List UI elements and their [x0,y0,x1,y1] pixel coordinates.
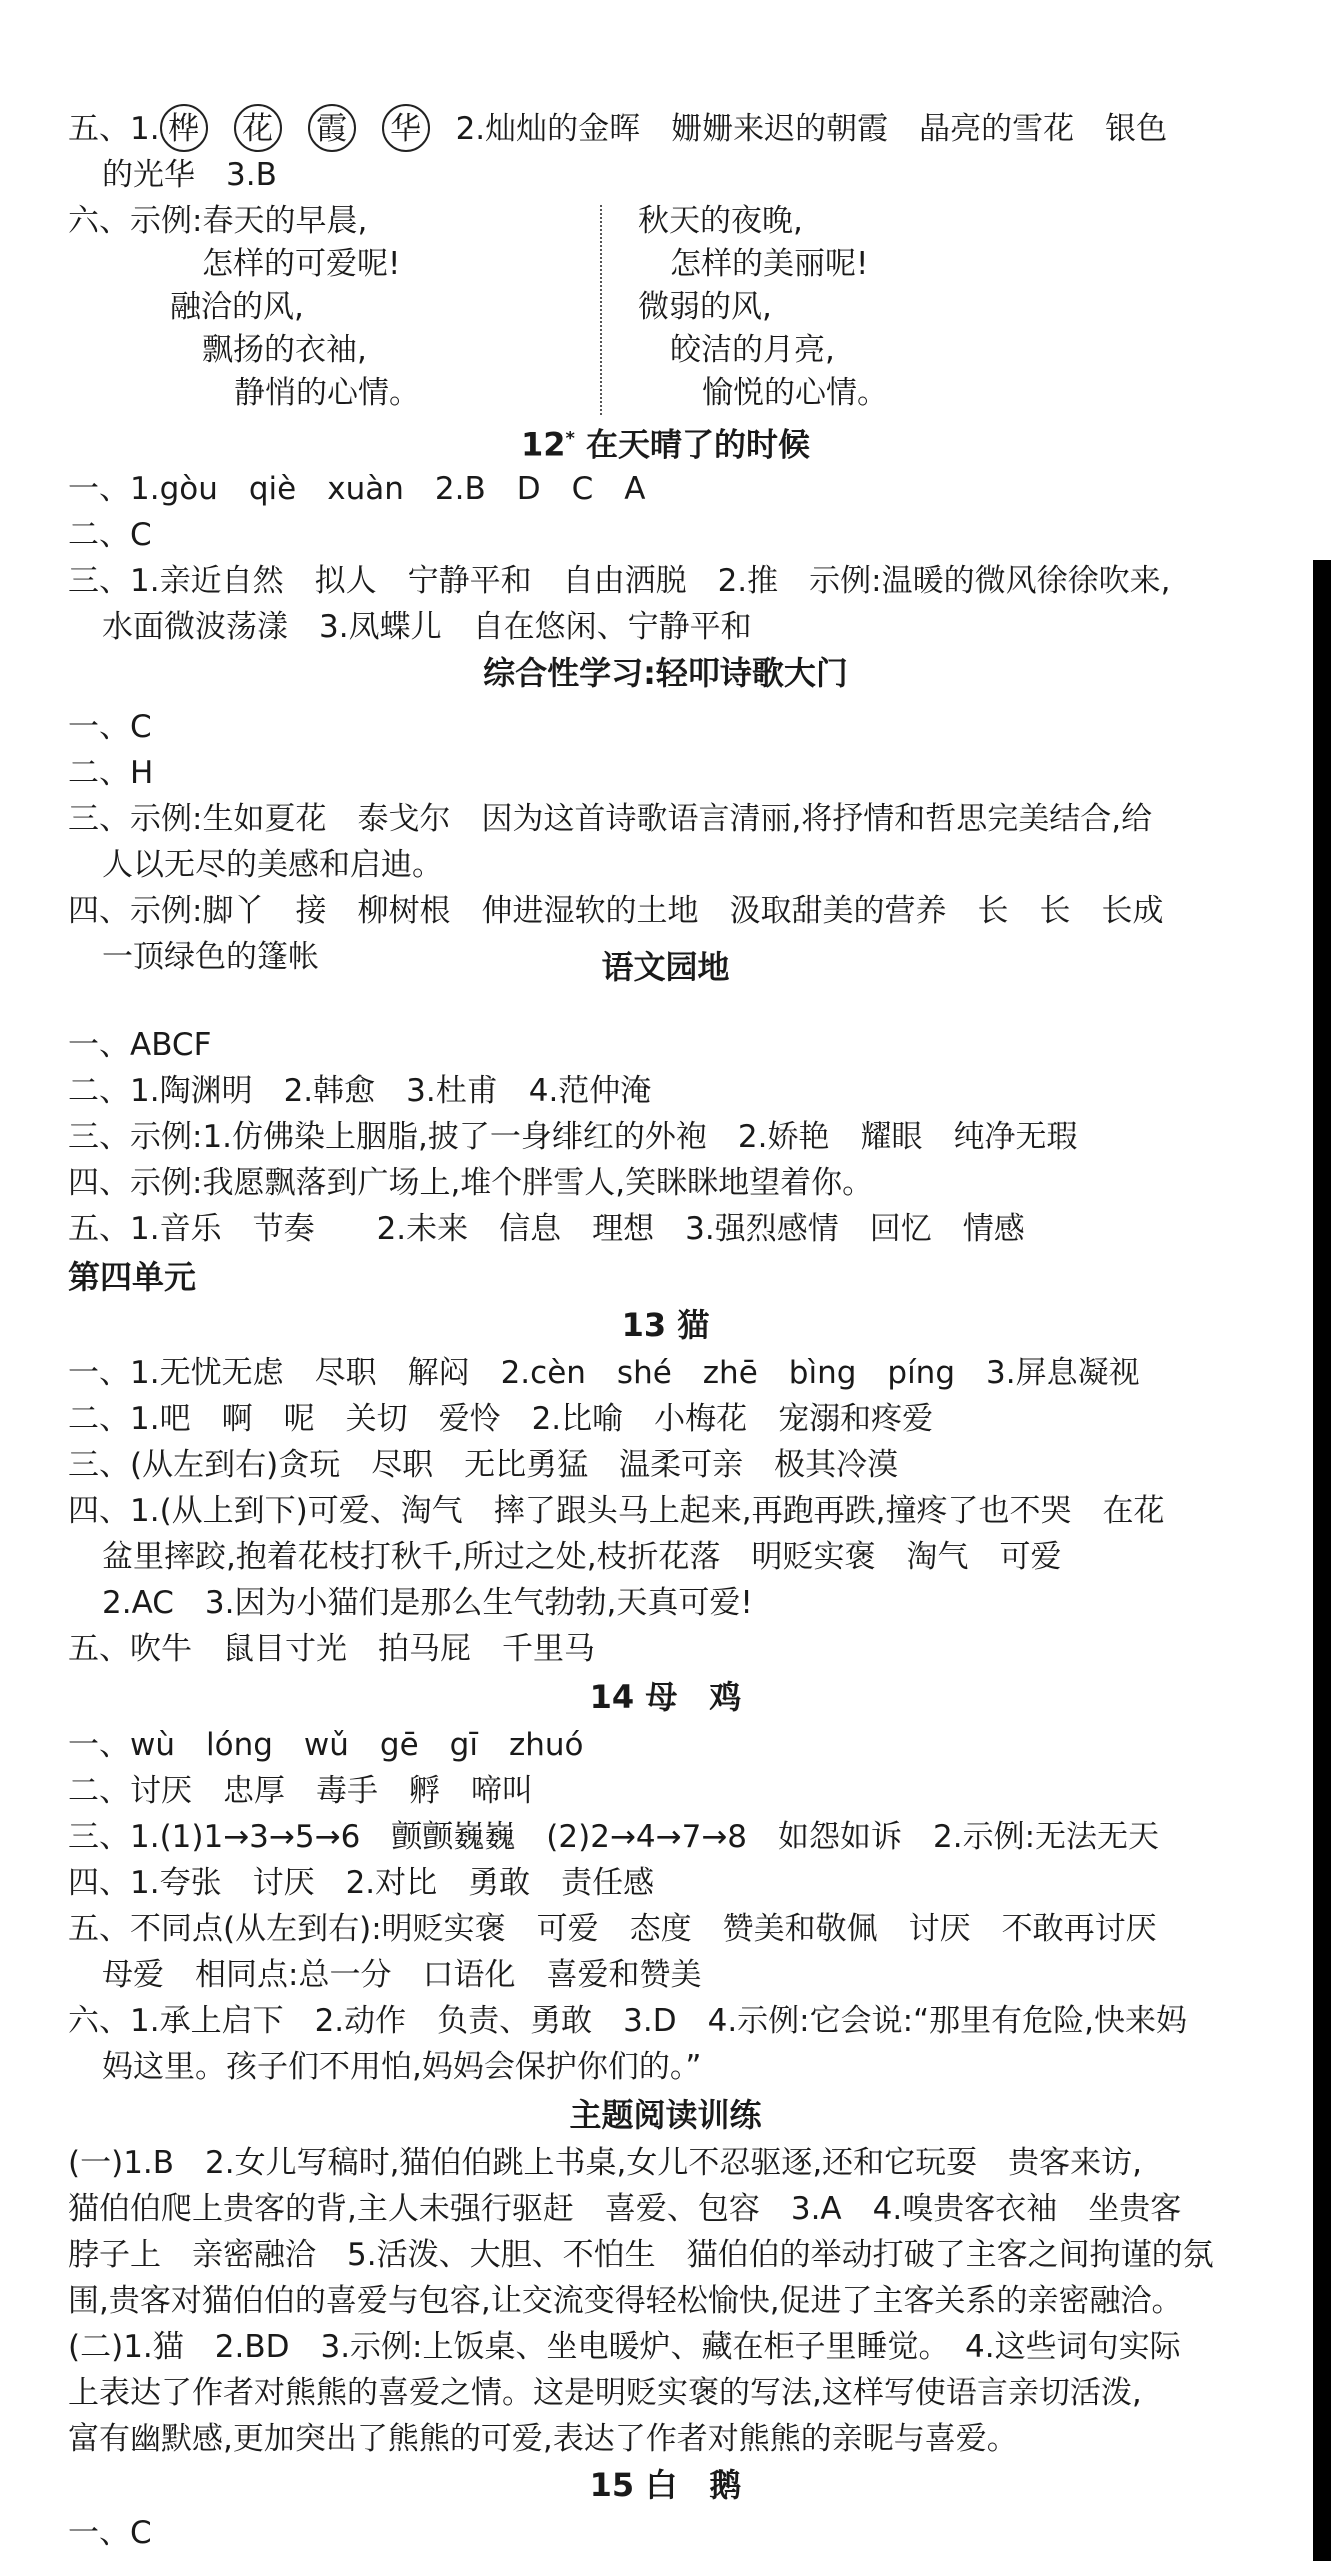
answer-line: 三、1.(1)1→3→5→6 颤颤巍巍 (2)2→4→7→8 如怨如诉 2.示例:无法无天 [68,1819,1160,1855]
answer-line: 四、示例:脚丫 接 柳树根 伸进湿软的土地 汲取甜美的营养 长 长 长成 [68,893,1164,929]
answer-line: 水面微波荡漾 3.凤蝶儿 自在悠闲、宁静平和 [102,609,752,645]
answer-line: 母爱 相同点:总一分 口语化 喜爱和赞美 [102,1957,702,1993]
answer-line: 三、示例:1.仿佛染上胭脂,披了一身绯红的外袍 2.娇艳 耀眼 纯净无瑕 [68,1119,1078,1155]
answer-line: 一、C [68,709,152,745]
answer-line: 三、1.亲近自然 拟人 宁静平和 自由洒脱 2.推 示例:温暖的微风徐徐吹来, [68,563,1171,599]
scan-edge-shadow [1313,560,1331,2561]
poem-right-line: 愉悦的心情。 [702,375,888,411]
answer-line: 脖子上 亲密融洽 5.活泼、大胆、不怕生 猫伯伯的举动打破了主客之间拘谨的氛 [68,2237,1214,2273]
circled-char: 华 [382,104,430,152]
answer-line: 猫伯伯爬上贵客的背,主人未强行驱赶 喜爱、包容 3.A 4.嗅贵客衣袖 坐贵客 [68,2191,1182,2227]
answer-line: 五、不同点(从左到右):明贬实褒 可爱 态度 赞美和敬佩 讨厌 不敢再讨厌 [68,1911,1157,1947]
s5-rest: 2.灿灿的金晖 姗姗来迟的朝霞 晶亮的雪花 银色 [455,111,1168,147]
poem-left-line: 静悄的心情。 [234,375,420,411]
answer-line: (一)1.B 2.女儿写稿时,猫伯伯跳上书桌,女儿不忍驱逐,还和它玩耍 贵客来访, [68,2145,1143,2181]
lesson-13-title: 13 猫 [621,1306,710,1344]
answer-line: 五、吹牛 鼠目寸光 拍马屁 千里马 [68,1631,595,1667]
poem-right-line: 微弱的风, [638,289,772,325]
column-divider [600,205,602,415]
poem-right-line: 皎洁的月亮, [670,332,835,368]
answer-line: 四、1.夸张 讨厌 2.对比 勇敢 责任感 [68,1865,655,1901]
answer-line: 一顶绿色的篷帐 [102,939,319,975]
answer-line: 二、1.吧 啊 呢 关切 爱怜 2.比喻 小梅花 宠溺和疼爱 [68,1401,934,1437]
answer-line: 三、(从左到右)贪玩 尽职 无比勇猛 温柔可亲 极其冷漠 [68,1447,899,1483]
answer-line: 四、示例:我愿飘落到广场上,堆个胖雪人,笑眯眯地望着你。 [68,1165,874,1201]
answer-line: 盆里摔跤,抱着花枝打秋千,所过之处,枝折花落 明贬实褒 淘气 可爱 [102,1539,1062,1575]
answer-line: 2.AC 3.因为小猫们是那么生气勃勃,天真可爱! [102,1585,753,1621]
s5-prefix: 五、1. [68,111,160,147]
answer-line: 妈这里。孩子们不用怕,妈妈会保护你们的。” [102,2049,702,2085]
circled-char: 桦 [160,104,208,152]
answer-line: 一、ABCF [68,1027,212,1063]
poem-left-line: 融洽的风, [170,289,304,325]
answer-line: 富有幽默感,更加突出了熊熊的可爱,表达了作者对熊熊的亲昵与喜爱。 [68,2421,1018,2457]
answer-line: 四、1.(从上到下)可爱、淘气 摔了跟头马上起来,再跑再跌,撞疼了也不哭 在花 [68,1493,1165,1529]
answer-line: 上表达了作者对熊熊的喜爱之情。这是明贬实褒的写法,这样写使语言亲切活泼, [68,2375,1142,2411]
answer-line: 五、1.音乐 节奏 2.未来 信息 理想 3.强烈感情 回忆 情感 [68,1211,1025,1247]
lesson-14-title: 14 母 鸡 [589,1678,742,1716]
poem-right-line: 秋天的夜晚, [638,203,803,239]
poem-right-line: 怎样的美丽呢! [670,246,869,282]
answer-line: 三、示例:生如夏花 泰戈尔 因为这首诗歌语言清丽,将抒情和哲思完美结合,给 [68,801,1153,837]
answer-line: 一、wù lóng wǔ gē gī zhuó [68,1727,584,1763]
s5-line [68,104,1167,152]
answer-line: 围,贵客对猫伯伯的喜爱与包容,让交流变得轻松愉快,促进了主客关系的亲密融洽。 [68,2283,1183,2319]
answer-line: (二)1.猫 2.BD 3.示例:上饭桌、坐电暖炉、藏在柜子里睡觉。 4.这些词句实际 [68,2329,1181,2365]
s6-line [68,200,367,242]
answer-line: 一、1.gòu qiè xuàn 2.B D C A [68,471,646,507]
lesson-15-title: 15 白 鹅 [589,2466,742,2504]
s5-cont: 的光华 3.B [102,157,277,193]
answer-line: 一、C [68,2515,152,2551]
answer-line: 一、1.无忧无虑 尽职 解闷 2.cèn shé zhē bìng píng 3.屏息凝视 [68,1355,1140,1391]
answer-line: 二、1.陶渊明 2.韩愈 3.杜甫 4.范仲淹 [68,1073,652,1109]
zh-title: 综合性学习:轻叩诗歌大门 [483,654,848,692]
poem-left-line: 春天的早晨, [202,203,368,239]
circled-char: 花 [234,104,282,152]
answer-line: 六、1.承上启下 2.动作 负责、勇敢 3.D 4.示例:它会说:“那里有危险,快来妈 [68,2003,1187,2039]
s6-prefix: 六、示例: [68,203,203,239]
poem-left-line: 怎样的可爱呢! [202,246,401,282]
answer-line: 二、H [68,755,154,791]
poem-left-line: 飘扬的衣袖, [202,332,367,368]
answer-line: 人以无尽的美感和启迪。 [102,847,443,883]
unit-heading: 第四单元 [68,1258,197,1296]
lesson-12-title: 12* 在天晴了的时候 [520,425,811,464]
answer-line: 二、C [68,517,152,553]
yw-title: 语文园地 [601,948,730,986]
answer-line: 二、讨厌 忠厚 毒手 孵 啼叫 [68,1773,533,1809]
zt-title: 主题阅读训练 [569,2096,762,2134]
circled-char: 霞 [308,104,356,152]
